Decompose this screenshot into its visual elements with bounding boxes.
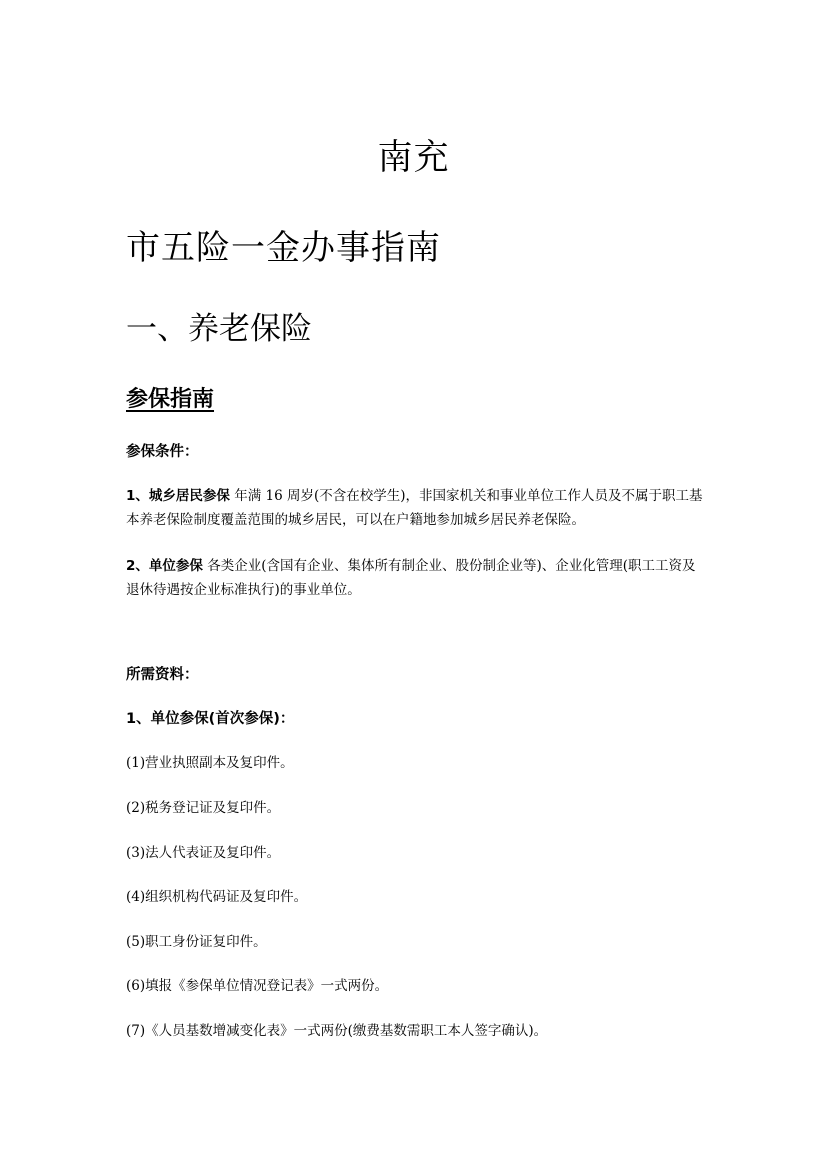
document-title-main: 市五险一金办事指南 xyxy=(126,228,441,268)
materials-sub-label: 1、单位参保(首次参保)： xyxy=(126,711,295,727)
material-item: (6)填报《参保单位情况登记表》一式两份。 xyxy=(126,978,389,994)
document-title-city: 南充 xyxy=(377,138,450,178)
material-item: (4)组织机构代码证及复印件。 xyxy=(126,889,308,905)
material-item: (2)税务登记证及复印件。 xyxy=(126,800,281,816)
condition-lead-2: 2、单位参保 xyxy=(126,558,203,574)
condition-paragraph-2 xyxy=(126,554,706,602)
conditions-label: 参保条件： xyxy=(126,444,199,460)
material-item: (3)法人代表证及复印件。 xyxy=(126,845,281,861)
condition-lead-1: 1、城乡居民参保 xyxy=(126,488,230,504)
material-item: (7)《人员基数增减变化表》一式两份(缴费基数需职工本人签字确认)。 xyxy=(126,1023,548,1039)
material-item: (1)营业执照副本及复印件。 xyxy=(126,755,294,771)
condition-paragraph-1 xyxy=(126,484,706,532)
section-heading-pension: 一、养老保险 xyxy=(126,311,312,347)
condition-text-1: 年满 16 周岁(不含在校学生)，非国家机关和事业单位工作人员及不属于职工基本养老保险制度覆盖范围的城乡居民，可以在户籍地参加城乡居民养老保险。 xyxy=(126,488,703,528)
materials-label: 所需资料： xyxy=(126,667,199,683)
condition-text-2: 各类企业(含国有企业、集体所有制企业、股份制企业等)、企业化管理(职工工资及退休待遇按企业标准执行)的事业单位。 xyxy=(126,558,696,598)
subsection-heading-guide: 参保指南 xyxy=(126,387,215,412)
material-item: (5)职工身份证复印件。 xyxy=(126,934,267,950)
